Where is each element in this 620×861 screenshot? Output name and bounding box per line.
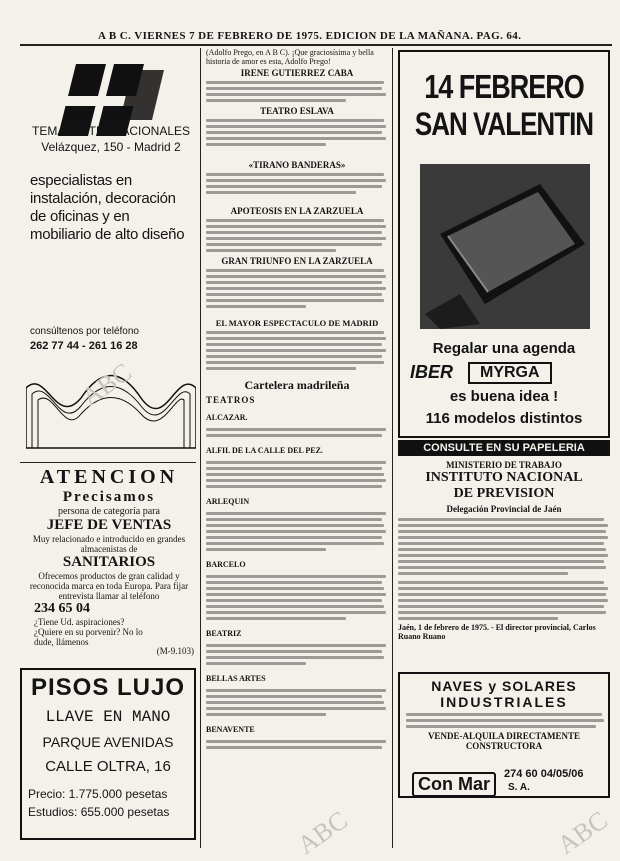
atencion-body2: Ofrecemos productos de gran calidad y reconocida marca en toda Europa. Para fijar entrevista llamar al teléfono (29, 571, 189, 601)
listing-title: ALCAZAR. (206, 413, 248, 422)
column-divider-right (392, 48, 393, 848)
naves-title1: NAVES y SOLARES (431, 678, 577, 694)
column-divider-left (200, 48, 201, 848)
valentin-footer: CONSULTE EN SU PAPELERIA (398, 440, 610, 456)
valentin-ad (398, 50, 610, 438)
page-header: A B C. VIERNES 7 DE FEBRERO DE 1975. EDICION DE LA MAÑANA. PAG. 64. (98, 30, 522, 42)
atencion-ref: (M-9.103) (156, 646, 194, 656)
pisos-price1: Precio: 1.775.000 pesetas (28, 787, 168, 801)
temas-address: Velázquez, 150 - Madrid 2 (41, 140, 181, 154)
valentin-cta: Regalar una agenda (432, 340, 576, 357)
text-block-5 (206, 269, 388, 308)
listing-title: ALFIL DE LA CALLE DEL PEZ. (206, 446, 323, 455)
atencion-subtitle: Precisamos (62, 489, 156, 505)
listing-alfil (206, 440, 388, 488)
atencion-role: JEFE DE VENTAS (46, 517, 172, 533)
ministerio-ministry: MINISTERIO DE TRABAJO (446, 460, 562, 470)
left-divider-1 (20, 462, 196, 463)
listing-benavente (206, 719, 388, 749)
pisos-ad (20, 668, 196, 840)
heading-gran-triunfo: GRAN TRIUNFO EN LA ZARZUELA (221, 256, 373, 266)
heading-irene: IRENE GUTIERREZ CABA (240, 68, 354, 78)
listing-beatriz (206, 623, 388, 665)
valentin-line2: SAN VALENTIN (414, 105, 594, 143)
ministerio-title2: DE PREVISION (453, 486, 555, 501)
naves-sale: VENDE-ALQUILA DIRECTAMENTE CONSTRUCTORA (427, 731, 581, 751)
watermark: ABC (292, 805, 353, 860)
listing-title: BELLAS ARTES (206, 674, 266, 683)
pisos-title: PISOS LUJO (30, 674, 186, 701)
ministerio-delegation: Delegación Provincial de Jaén (446, 504, 562, 514)
brand-myrga: MYRGA (468, 362, 552, 384)
listing-arlequin (206, 491, 388, 551)
atencion-closing: ¿Tiene Ud. aspiraciones? ¿Quiere en su porvenir? No lo dude, llámenos (34, 617, 143, 647)
atencion-product: SANITARIOS (62, 554, 156, 570)
atencion-body1: Muy relacionado e introducido en grandes almacenistas de (32, 534, 186, 554)
listing-bellas-artes (206, 668, 388, 716)
ministerio-title1: INSTITUTO NACIONAL (425, 470, 583, 485)
pisos-place: PARQUE AVENIDAS (42, 734, 174, 750)
temas-tagline: especialistas en instalación, decoración de oficinas y en mobiliario de alto diseño (30, 172, 185, 243)
agenda-photo-icon (420, 164, 590, 329)
listing-barcelo (206, 554, 388, 620)
atencion-intro: persona de categoría para (58, 506, 160, 517)
temas-phones: 262 77 44 - 261 16 28 (30, 340, 138, 352)
pisos-street: CALLE OLTRA, 16 (45, 758, 171, 775)
atencion-phone: 234 65 04 (34, 601, 90, 616)
ministerio-signoff: Jaén, 1 de febrero de 1975. - El director provincial, Carlos Ruano Ruano (398, 623, 596, 641)
listing-alcazar (206, 407, 388, 437)
valentin-line1: 14 FEBRERO (424, 68, 584, 106)
heading-eslava: TEATRO ESLAVA (260, 106, 334, 116)
naves-logo: Con Mar (412, 772, 496, 797)
listing-title: BARCELO (206, 560, 246, 569)
pisos-subtitle: LLAVE EN MANO (45, 708, 171, 726)
listing-title: ARLEQUIN (206, 497, 250, 506)
watermark: ABC (552, 805, 613, 860)
atencion-title: ATENCION (39, 466, 179, 488)
naves-suffix: S. A. (508, 782, 530, 793)
cartelera-title: Cartelera madrileña (244, 378, 350, 392)
naves-title2: INDUSTRIALES (440, 694, 568, 710)
ministerio-body (398, 518, 610, 620)
valentin-brand (410, 362, 600, 384)
heading-apoteosis: APOTEOSIS EN LA ZARZUELA (230, 206, 364, 216)
valentin-slogan: es buena idea ! (449, 388, 559, 405)
pisos-price2: Estudios: 655.000 pesetas (28, 805, 170, 819)
heading-tirano: «TIRANO BANDERAS» (248, 160, 346, 170)
header-rule (20, 44, 612, 46)
naves-phones: 274 60 04/05/06 (504, 768, 584, 780)
text-block-4 (206, 219, 388, 252)
temas-name: TEMAS INTERNACIONALES (31, 124, 191, 138)
text-block-6 (206, 331, 388, 370)
text-block-2 (206, 119, 388, 146)
watermark: ABC (76, 357, 137, 412)
heading-mayor-espectaculo: EL MAYOR ESPECTACULO DE MADRID (215, 318, 379, 328)
naves-ad (398, 672, 610, 798)
middle-top-text: (Adolfo Prego, en A B C). ¡Que graciosísima y bella historia de amor es esta, Adolfo Prego! (206, 48, 374, 66)
brand-iber: IBER (410, 362, 454, 382)
teatros-label: TEATROS (206, 395, 256, 405)
ministerio-notice (398, 460, 610, 668)
middle-column (206, 48, 388, 848)
text-block-3 (206, 173, 388, 194)
valentin-models: 116 modelos distintos (425, 410, 583, 427)
naves-body (406, 713, 602, 728)
listing-title: BEATRIZ (206, 629, 242, 638)
atencion-ad (20, 464, 198, 664)
listing-title: BENAVENTE (206, 725, 255, 734)
text-block-1 (206, 81, 388, 102)
temas-phone-label: consúltenos por teléfono (30, 326, 139, 337)
